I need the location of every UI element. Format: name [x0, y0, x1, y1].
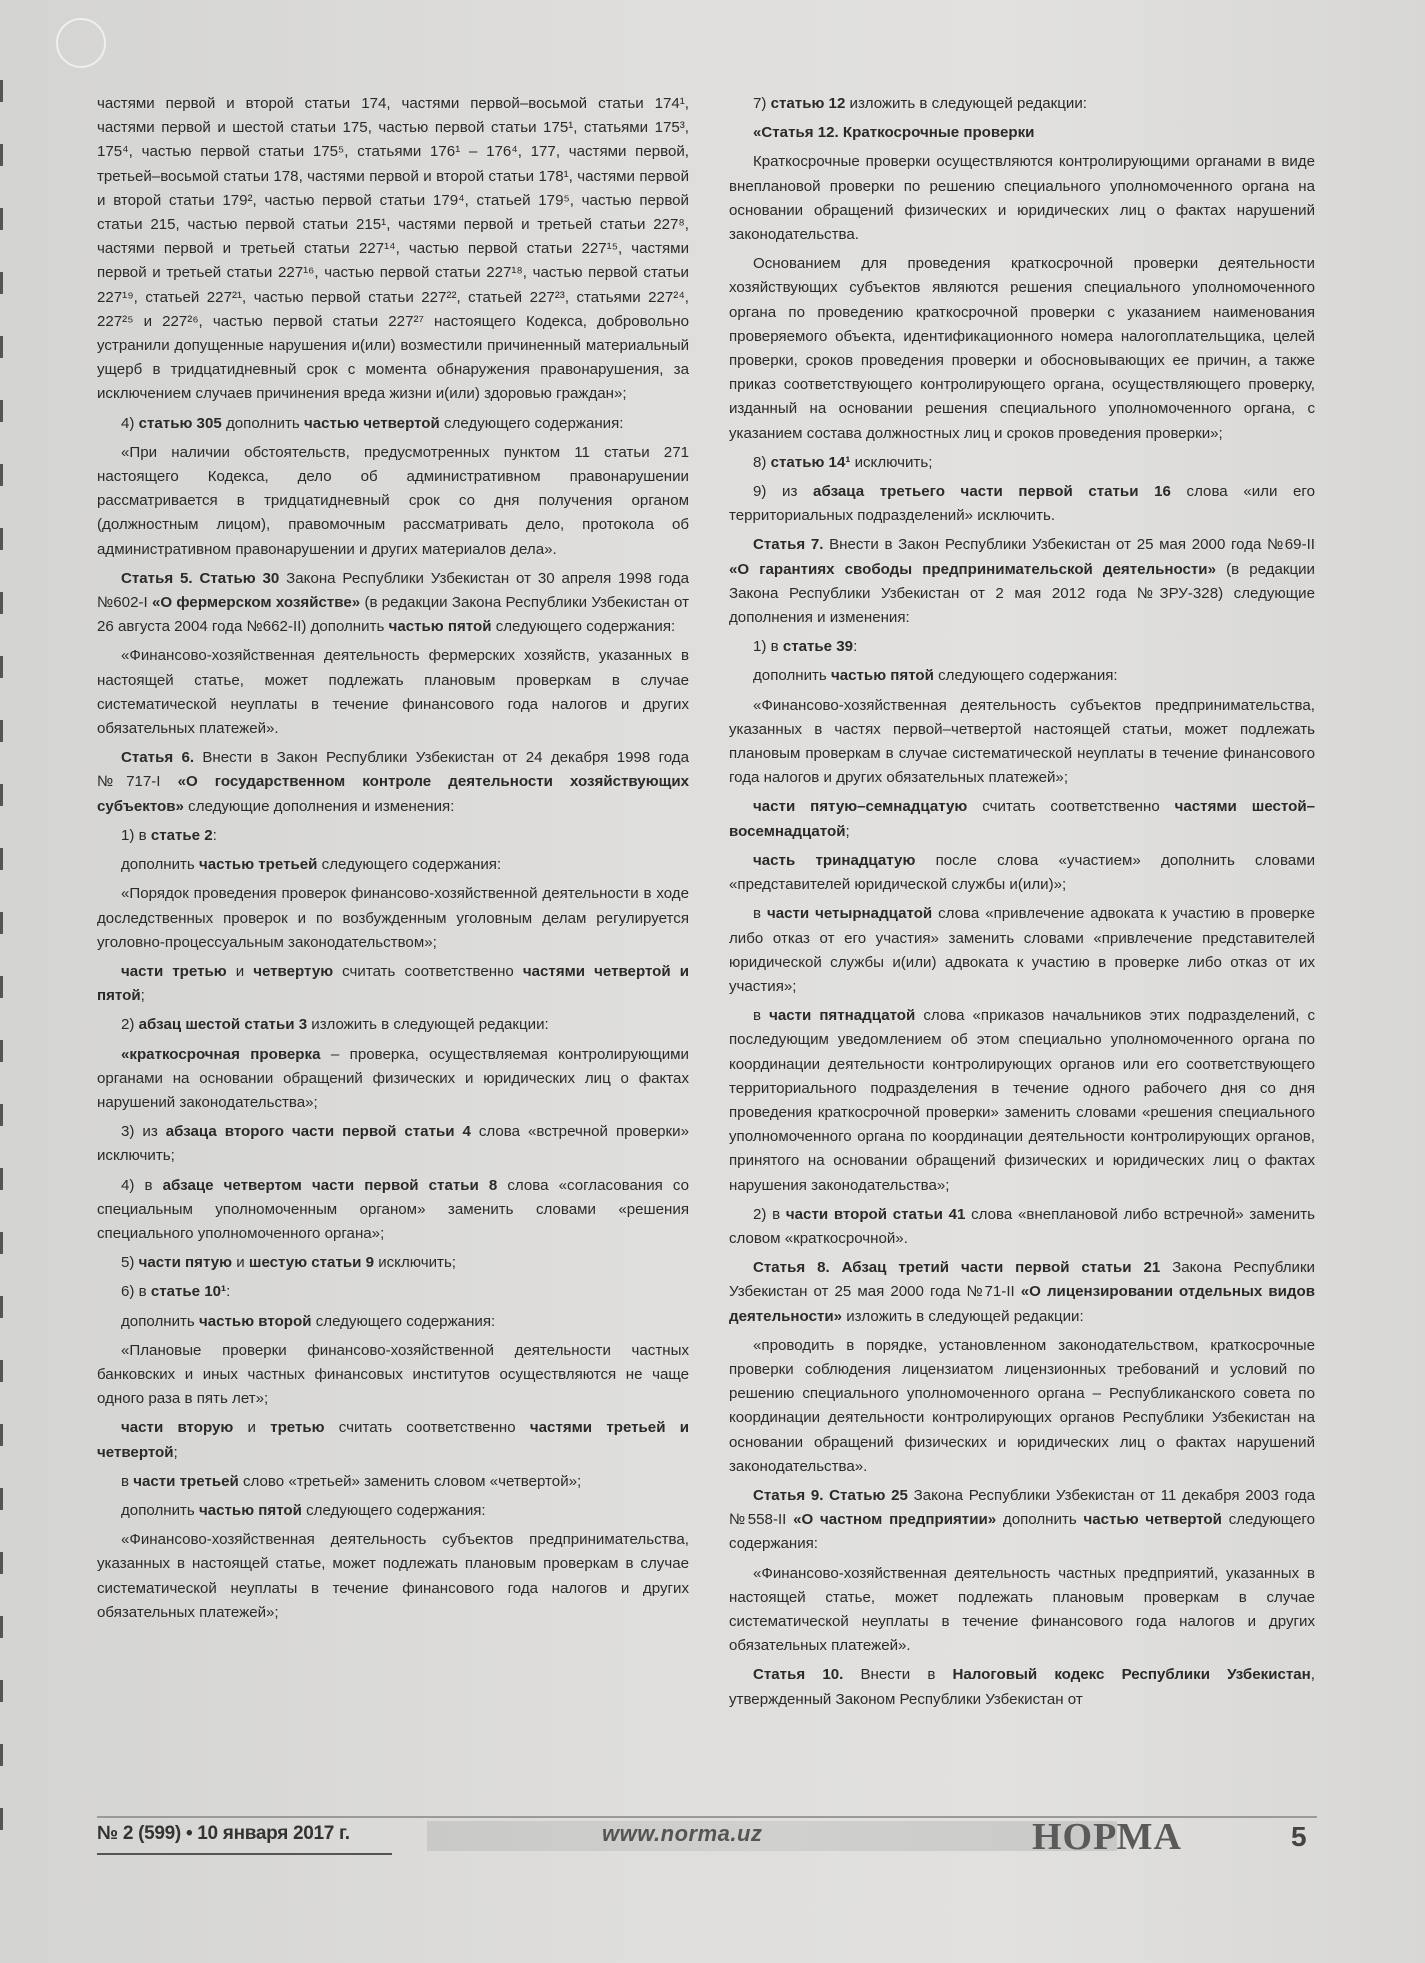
right-column [729, 92, 1315, 1717]
paragraph: «Плановые проверки финансово-хозяйственной деятельности частных банковских и иных частных финансовых институтов осуществляются не чаще одного раза в пять лет»; [97, 1341, 689, 1408]
paragraph: в части пятнадцатой слова «приказов начальников этих подразделений, с последующим уведомлением об этом специально уполномоченного органа по координации деятельности контролирующих органов или его соответствующего территориального подразделения в течение одного рабочего дня со дня проведения краткосрочной проверки» заменить словами «решения специального уполномоченного органа по координации деятельности контролирующих органов, принятого на основании обращений физических и юридических лиц о фактах нарушения законодательства»; [729, 1007, 1315, 1194]
paragraph: части вторую и третью считать соответственно частями третьей и четвертой; [97, 1419, 689, 1461]
page-footer [97, 1815, 1317, 1871]
paragraph: 5) части пятую и шестую статьи 9 исключить; [121, 1254, 457, 1272]
paragraph: «краткосрочная проверка – проверка, осуществляемая контролирующими органами на основании обращений физических и юридических лиц о фактах нарушений законодательства»; [97, 1045, 689, 1111]
paragraph: 6) в статье 10¹: [121, 1283, 231, 1301]
paragraph: часть тринадцатую после слова «участием» дополнить словами «представителей юридической службы и(или)»; [729, 851, 1316, 894]
paragraph: частями первой и второй статьи 174, частями первой–восьмой статьи 174¹, частями первой и шестой статьи 175, частью первой статьи 175¹, статьями 175³, 175⁴, частью первой статьи 175⁵, статьями 176¹ – 176⁴, 177, частями первой, третьей–восьмой статьи 178, частями первой и второй статьи 178¹, частями первой и второй статьи 179², частью первой статьи 179⁴, статьей 179⁵, частью первой статьи 215, частью первой статьи 215¹, частями первой и третьей статьи 227⁸, частями первой и третьей статьи 227¹⁴, частью первой статьи 227¹⁵, частями первой и третьей статьи 227¹⁶, частью первой статьи 227¹⁸, частью первой статьи 227¹⁹, статьей 227²¹, частью первой статьи 227²², статьей 227²³, статьями 227²⁴, 227²⁵ и 227²⁶, частью первой статьи 227²⁷ настоящего Кодекса, добровольно устранили допущенные нарушения и(или) возместили причиненный материальный ущерб в тридцатидневный срок с момента обнаружения правонарушения, за исключением случаев причинения вреда жизни и(или) здоровью граждан»; [97, 95, 689, 403]
paragraph: 4) в абзаце четвертом части первой статьи 8 слова «согласования со специальным уполномоченным органом» заменить словами «решения специального уполномоченного органа»; [97, 1176, 690, 1242]
article-9: Статья 9. Статью 25 Закона Республики Узбекистан от 11 декабря 2003 года №558-II «О частном предприятии» дополнить частью четвертой следующего содержания: [729, 1486, 1315, 1553]
paragraph: дополнить частью пятой следующего содержания: [121, 1501, 486, 1519]
paragraph: дополнить частью второй следующего содержания: [121, 1312, 496, 1330]
paragraph: 2) в части второй статьи 41 слова «внеплановой либо встречной» заменить словом «краткосрочной». [729, 1205, 1316, 1247]
issue-underline [97, 1853, 392, 1855]
article-5: Статья 5. Статью 30 Закона Республики Узбекистан от 30 апреля 1998 года №602-I «О фермерском хозяйстве» (в редакции Закона Республики Узбекистан от 26 августа 2004 года №662-II) дополнить частью пятой следующего содержания: [97, 569, 689, 636]
paragraph: в части четырнадцатой слова «привлечение адвоката к участию в проверке либо отказ от его участия» заменить словами «привлечение представителей юридической службы и(или) адвоката к участию в проверке либо отказ от их участия»; [729, 905, 1315, 995]
paragraph: 1) в статье 39: [753, 638, 858, 656]
paragraph: 1) в статье 2: [121, 826, 217, 844]
paragraph: «Финансово-хозяйственная деятельность субъектов предпринимательства, указанных в частях первой–четвертой настоящей статьи, может подлежать плановым проверкам в случае систематической неуплаты в течение финансового года налогов и других обязательных платежей»; [729, 696, 1315, 787]
paragraph: «Порядок проведения проверок финансово-хозяйственной деятельности в ходе доследственных проверок и по возбужденным уголовным делам регулируется уголовно-процессуальным законодательством»; [97, 885, 689, 951]
paragraph: 8) статью 14¹ исключить; [753, 453, 933, 471]
paragraph: дополнить частью третьей следующего содержания: [121, 856, 502, 874]
paper-fold-mark [56, 18, 106, 68]
website-url: www.norma.uz [602, 1821, 763, 1846]
paragraph: части пятую–семнадцатую считать соответственно частями шестой–восемнадцатой; [729, 798, 1315, 840]
paragraph: «Финансово-хозяйственная деятельность фермерских хозяйств, указанных в настоящей статье, может подлежать плановым проверкам в случае систематической неуплаты в течение финансового года налогов и других обязательных платежей». [97, 647, 689, 738]
paragraph: «проводить в порядке, установленном законодательством, краткосрочные проверки соблюдения лицензиатом лицензионных требований и условий по решению специального уполномоченного органа – Республиканского совета по координации деятельности контролирующих органов Республики Узбекистан на основании обращений физических и юридических лиц о фактах нарушений законодательства». [729, 1336, 1315, 1475]
left-column [97, 92, 689, 1630]
footer-band [427, 1821, 1117, 1851]
paragraph: «Финансово-хозяйственная деятельность субъектов предпринимательства, указанных в настоящей статье, может подлежать плановым проверкам в случае систематической неуплаты в течение финансового года налогов и других обязательных платежей»; [97, 1531, 689, 1621]
paragraph: в части третьей слово «третьей» заменить словом «четвертой»; [121, 1472, 582, 1490]
paragraph: 9) из абзаца третьего части первой статьи 16 слова «или его территориальных подразделений» исключить. [729, 483, 1315, 525]
paragraph: Основанием для проведения краткосрочной проверки деятельности хозяйствующих субъектов являются решения специального уполномоченного органа по проведению краткосрочной проверки с указанием наименования проверяемого объекта, идентификационного номера налогоплательщика, целей проверки, сроков проведения проверки и обосновывающих ее причин, а также приказ соответствующего контролирующего органа, осуществляющего проверку, изданный на основании решения специального уполномоченного органа, с указанием состава должностных лиц и сроков проведения проверки»; [729, 255, 1315, 442]
paragraph: 2) абзац шестой статьи 3 изложить в следующей редакции: [121, 1016, 549, 1034]
page-number: 5 [1291, 1821, 1307, 1852]
newspaper-logo: НОРМА [1032, 1816, 1182, 1858]
paragraph: части третью и четвертую считать соответственно частями четвертой и пятой; [97, 962, 689, 1005]
paragraph: Краткосрочные проверки осуществляются контролирующими органами в виде внеплановой проверки по решению специального уполномоченного органа на основании обращений физических и юридических лиц о фактах нарушений законодательства. [729, 153, 1315, 244]
article-12-heading: «Статья 12. Краткосрочные проверки [753, 124, 1035, 142]
left-margin-ticks [0, 80, 8, 1860]
paragraph: «Финансово-хозяйственная деятельность частных предприятий, указанных в настоящей статье, может подлежать плановым проверкам в случае систематической неуплаты в течение финансового года налогов и других обязательных платежей». [729, 1564, 1315, 1655]
issue-info: № 2 (599) • 10 января 2017 г. [97, 1823, 350, 1844]
paragraph: «При наличии обстоятельств, предусмотренных пунктом 11 статьи 271 настоящего Кодекса, дело об административном правонарушении рассматривается в тридцатидневный срок со дня получения органом (должностным лицом), правомочным рассматривать дело, протокола об административном правонарушении и других материалов дела». [97, 443, 689, 558]
paragraph: 4) статью 305 дополнить частью четвертой следующего содержания: [121, 414, 624, 432]
paragraph: 7) статью 12 изложить в следующей редакции: [753, 95, 1087, 112]
article-7: Статья 7. Внести в Закон Республики Узбекистан от 25 мая 2000 года №69-II «О гарантиях свободы предпринимательской деятельности» (в редакции Закона Республики Узбекистан от 2 мая 2012 года №ЗРУ-328) следующие дополнения и изменения: [729, 536, 1315, 627]
article-10: Статья 10. Внести в Налоговый кодекс Республики Узбекистан, утвержденный Законом Республики Узбекистан от [729, 1666, 1315, 1708]
article-6: Статья 6. Внести в Закон Республики Узбекистан от 24 декабря 1998 года №717-I «О государственном контроле деятельности хозяйствующих субъектов» следующие дополнения и изменения: [97, 749, 690, 815]
article-8: Статья 8. Абзац третий части первой статьи 21 Закона Республики Узбекистан от 25 мая 2000 года №71-II «О лицензировании отдельных видов деятельности» изложить в следующей редакции: [729, 1259, 1315, 1325]
paragraph: дополнить частью пятой следующего содержания: [753, 667, 1118, 685]
paragraph: 3) из абзаца второго части первой статьи 4 слова «встречной проверки» исключить; [97, 1123, 689, 1165]
